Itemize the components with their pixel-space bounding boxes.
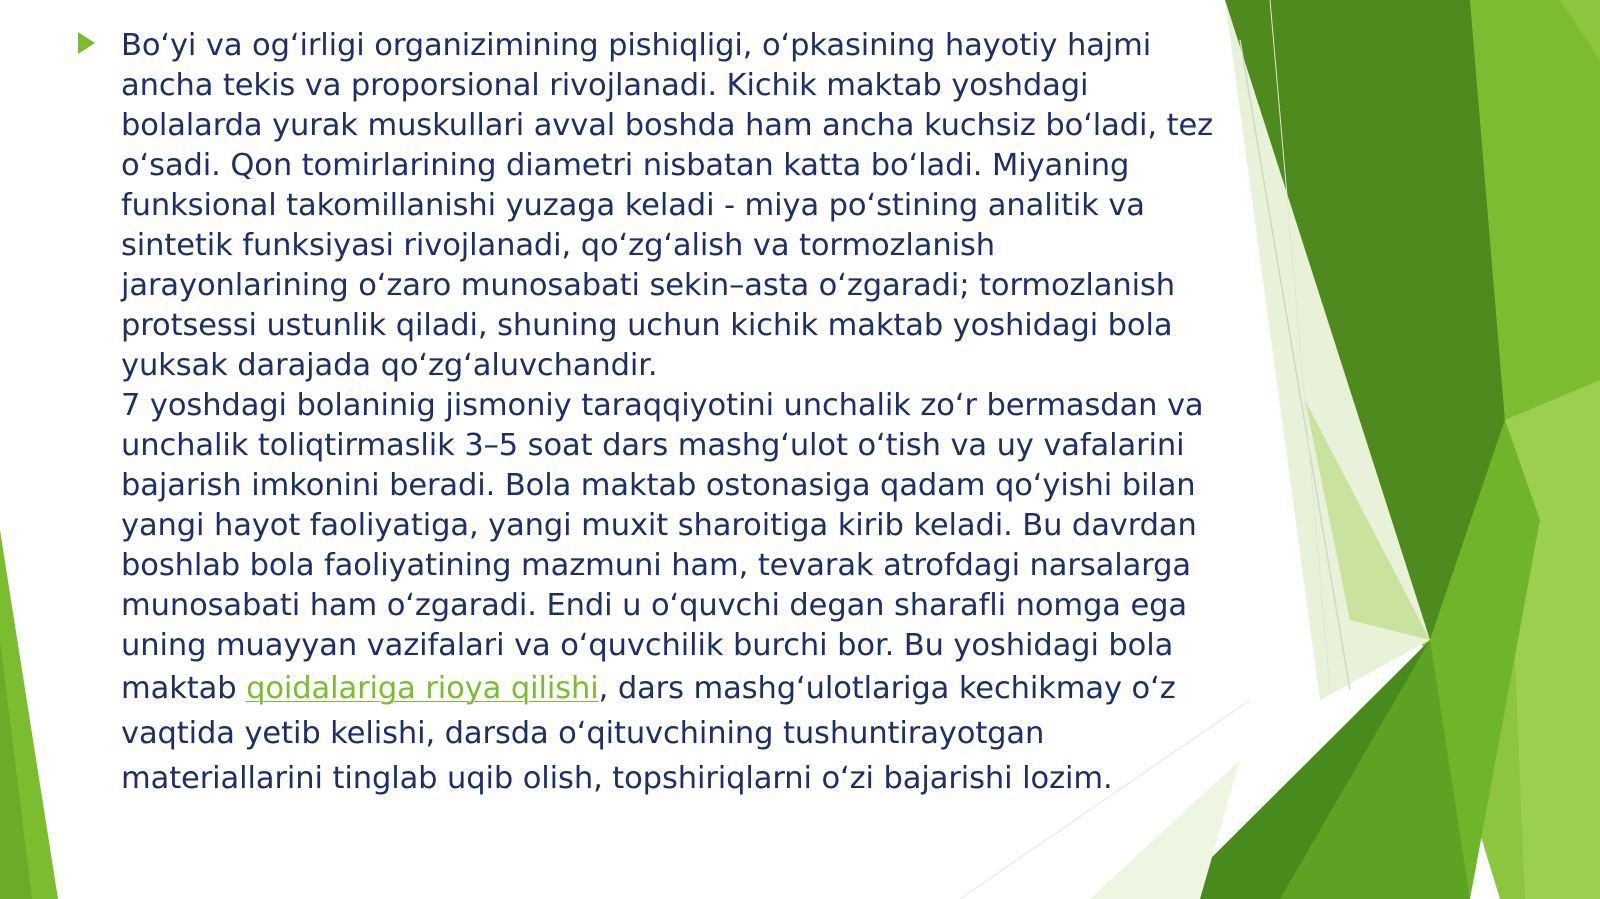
paragraph-part-1: Bo‘yi va og‘irligi organizimining pishiqligi, o‘pkasining hayotiy hajmi ancha tekis va proporsional rivojlanadi. Kichik maktab yoshdagi bolalarda yurak muskullari avval boshda ham ancha kuchsiz bo‘ladi, tez o‘sadi. Qon tomirlarining diametri nisbatan katta bo‘ladi. Miyaning funksional takomillanishi yuzaga keladi - miya po‘stining analitik va sintetik funksiyasi rivojlanadi, qo‘zg‘alish va tormozlanish jarayonlarining o‘zaro munosabati sekin–asta o‘zgaradi; tormozlanish protsessi ustunlik qiladi, shuning uchun kichik maktab yoshidagi bola yuksak darajada qo‘zg‘aluvchandir. bbox=[121, 28, 1214, 383]
paragraph-part-2: 7 yoshdagi bolaninig jismoniy taraqqiyotini unchalik zo‘r bermasdan va unchalik toliqtirmaslik 3–5 soat dars mashg‘ulot o‘tish va uy vafalarini bajarish imkonini beradi. Bola maktab ostonasiga qadam qo‘yishi bilan yangi hayot faoliyatiga, yangi muxit sharoitiga kirib keladi. Bu davrdan boshlab bola faoliyatining mazmuni ham, tevarak atrofdagi narsalarga munosabati ham o‘zgaradi. Endi u o‘quvchi degan sharafli nomga ega uning muayyan vazifalari va o‘quvchilik burchi bor. Bu yoshidagi bola maktab bbox=[121, 388, 1204, 706]
rules-link[interactable]: qoidalariga rioya qilishi bbox=[246, 671, 599, 706]
paragraph-part-3: , dars mashg‘ulotlariga kechikmay o‘z vaqtida yetib kelishi, darsda o‘qituvchining tushuntirayotgan materiallarini tinglab uqib olish, topshiriqlarni o‘zi bajarishi lozim. bbox=[121, 671, 1176, 796]
slide-body-text bbox=[121, 26, 1231, 801]
triangle-bullet-icon bbox=[78, 32, 95, 54]
